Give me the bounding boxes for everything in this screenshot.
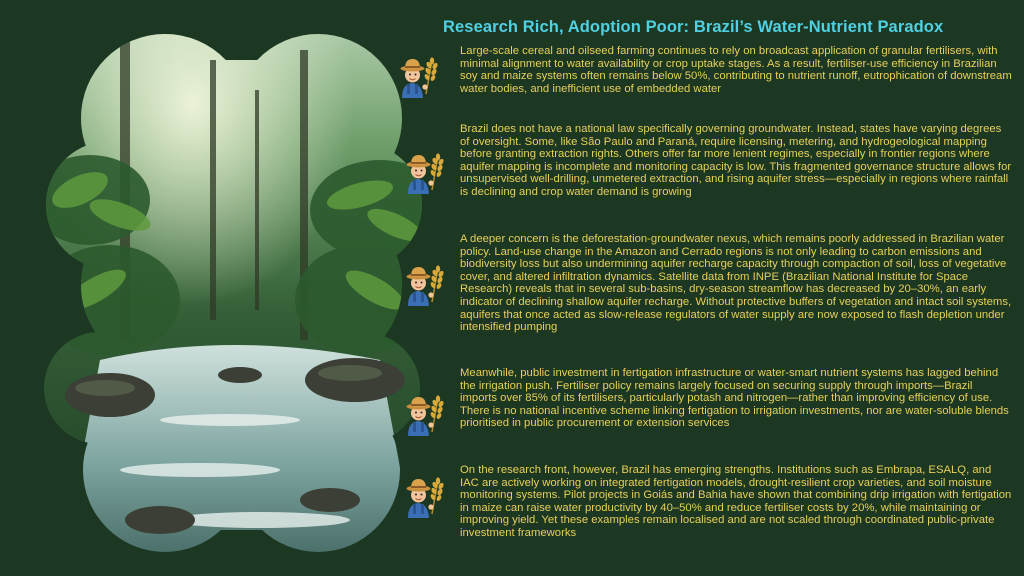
page-title: Research Rich, Adoption Poor: Brazil’s Water-Nutrient Paradox xyxy=(443,18,944,36)
paragraph-research-strengths: On the research front, however, Brazil has emerging strengths. Institutions such as Embrapa, ESALQ, and IAC are actively working on integrated fertigation models, drought-resilient crop varieties, and soil moisture monitoring systems. Pilot projects in Goiás and Bahia have shown that combining drip irrigation with fertigation in maize can raise water productivity by 40–50% and reduce fertiliser costs by 20%, while maintaining or improving yield. Yet these examples remain localised and are not scaled through coordinated public-private investment frameworks xyxy=(460,464,1012,539)
paragraph-public-investment: Meanwhile, public investment in fertigation infrastructure or water-smart nutrient systems has lagged behind the irrigation push. Fertiliser policy remains largely focused on securing supply through imports—Brazil imports over 85% of its fertilisers, particularly potash and nitrogen—rather than improving efficiency of use. There is no national incentive scheme linking fertigation to irrigation investments, nor are water-soluble blends prioritised in public procurement or extension services xyxy=(460,367,1009,430)
paragraph-fertiliser-efficiency: Large-scale cereal and oilseed farming continues to rely on broadcast application of granular fertilisers, with minimal alignment to water availability or crop uptake stages. As a result, fertiliser-use efficiency in Brazilian soy and maize systems often remains below 50%, contributing to nutrient runoff, eutrophication of downstream water bodies, and inefficient use of embedded water xyxy=(460,45,1012,95)
paragraph-groundwater-law: Brazil does not have a national law specifically governing groundwater. Instead, states have varying degrees of oversight. Some, like São Paulo and Paraná, require licensing, metering, and hydrogeological mapping before granting extraction rights. Others offer far more lenient regimes, especially in frontier regions where aquifer mapping is incomplete and monitoring capacity is low. This fragmented governance structure allows for unsupervised well-drilling, unmetered extraction, and rising aquifer stress—especially in regions where rainfall is declining and crop water demand is growing xyxy=(460,123,1012,198)
farmer-holding-wheat-icon xyxy=(402,262,446,306)
farmer-holding-wheat-icon xyxy=(402,474,446,518)
farmer-holding-wheat-icon xyxy=(396,54,440,98)
farmer-holding-wheat-icon xyxy=(402,392,446,436)
farmer-holding-wheat-icon xyxy=(402,150,446,194)
paragraph-deforestation-nexus: A deeper concern is the deforestation-groundwater nexus, which remains poorly addressed in Brazilian water policy. Land-use change in the Amazon and Cerrado regions is not only leading to carbon emissions and biodiversity loss but also undermining aquifer recharge capacity through compaction of soil, loss of vegetative cover, and altered infiltration dynamics. Satellite data from INPE (Brazilian National Institute for Space Research) reveals that in several sub-basins, dry-season streamflow has decreased by 20–30%, an early indicator of declining shallow aquifer recharge. Without protective buffers of vegetation and intact soil systems, aquifers that once acted as slow-release regulators of water supply are now exposed to flash depletion under intensified pumping xyxy=(460,233,1012,334)
rainforest-stream-photo xyxy=(0,0,460,576)
